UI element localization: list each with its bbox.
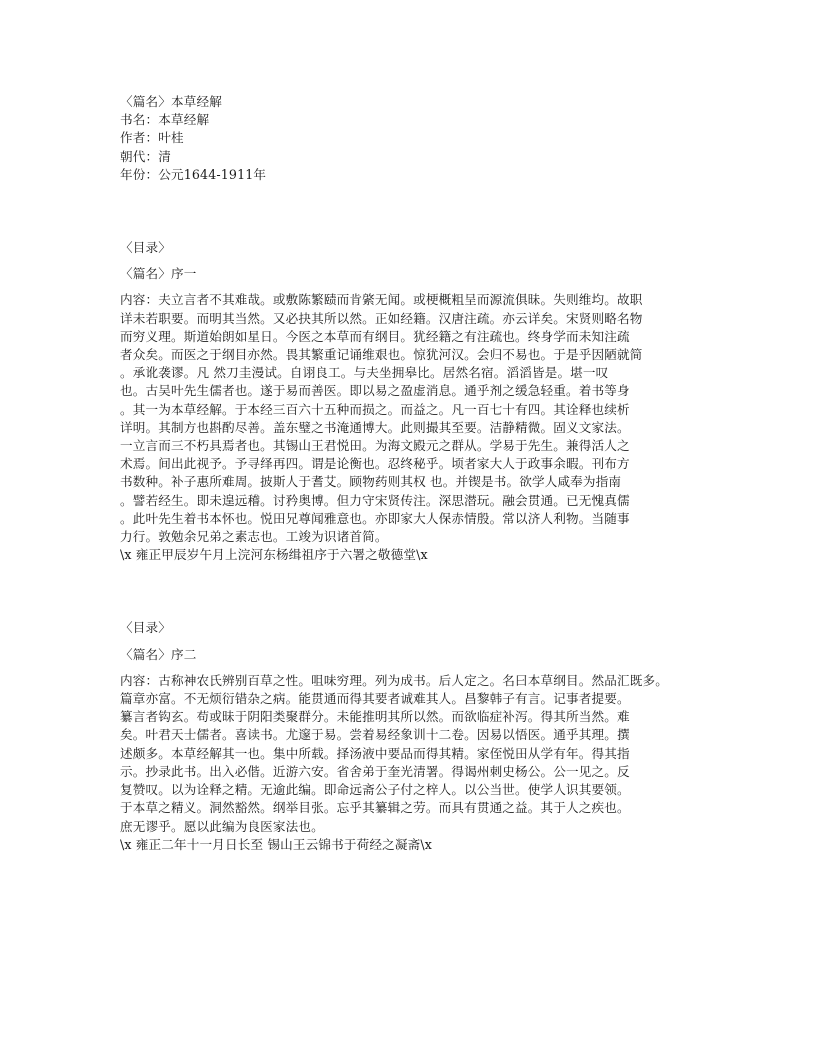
content-line: 纂言者钩玄。苟或昧于阴阳类聚群分。未能推明其所以然。而欲临症补泻。得其所当然。难 xyxy=(120,709,630,725)
header-author: 作者：叶桂 xyxy=(120,130,184,146)
content-line: 篇章亦富。不无烦衍错杂之病。能贯通而得其要者诚难其人。昌黎韩子有言。记事者提要。 xyxy=(120,691,630,707)
header-year: 年份：公元1644-1911年 xyxy=(120,166,267,182)
toc-label: 〈目录〉 xyxy=(120,240,171,256)
header-title-line: 〈篇名〉本草经解 xyxy=(120,94,222,109)
content-line: 。其一为本草经解。于本经三百六十五种而损之。而益之。凡一百七十有四。其诠释也续析 xyxy=(120,401,630,417)
content-line: 于本草之精义。洞然豁然。纲举目张。忘乎其纂辑之劳。而具有贯通之益。其于人之疾也。 xyxy=(120,800,630,816)
content-line: 书数种。补子惠所难周。披斯人于耆艾。顾物药则其权 也。并锲是书。欲学人咸奉为指南 xyxy=(120,474,622,490)
content-line: 详未若职要。而明其当然。又必抉其所以然。正如经籍。汉唐注疏。亦云详矣。宋贤则略名物 xyxy=(120,310,643,326)
toc-label: 〈目录〉 xyxy=(120,620,171,636)
header-book: 书名：本草经解 xyxy=(120,112,210,128)
content-line: 者众矣。而医之于纲目亦然。畏其繁重记诵维艰也。惊犹河汉。会归不易也。于是乎因陋就简 xyxy=(120,347,643,363)
content-line: 也。古吴叶先生儒者也。遂于易而善医。即以易之盈虚消息。通乎剂之缓急轻重。着书等身 xyxy=(120,383,630,399)
header-dynasty: 朝代：清 xyxy=(120,148,171,164)
signature-line: \x 雍正二年十一月日长至 锡山王云锦书于荷经之凝斋\x xyxy=(120,836,432,852)
section-name: 〈篇名〉序二 xyxy=(120,646,197,662)
section-name: 〈篇名〉序一 xyxy=(120,266,197,282)
content-line: 述颇多。本草经解其一也。集中所载。择汤液中要品而得其精。家侄悦田从学有年。得其指 xyxy=(120,745,630,761)
content-line: 力行。敦勉余兄弟之素志也。工竣为识诸首简。 xyxy=(120,529,388,545)
content-line: 复赞叹。以为诠释之精。无逾此编。即命远斋公子付之梓人。以公当世。使学人识其要领。 xyxy=(120,782,630,798)
content-line: 详明。其制方也斟酌尽善。盖东璧之书淹通博大。此则撮其至要。洁静精微。固义文家法。 xyxy=(120,419,630,435)
content-line: 术焉。间出此视予。予寻绎再四。谓是论衡也。忍终秘乎。顷者家大人于政事余暇。刊布方 xyxy=(120,456,630,472)
content-line: 内容：古称神农氏辨别百草之性。咀味穷理。列为成书。后人定之。名曰本草纲目。然品汇既多。 xyxy=(120,672,668,688)
content-line: 一立言而三不朽具焉者也。其锡山王君悦田。为海文殿元之群从。学易于先生。兼得活人之 xyxy=(120,438,630,454)
content-line: 。此叶先生着书本怀也。悦田兄尊闻雅意也。亦即家大人保赤情殷。常以济人利物。当随事 xyxy=(120,510,630,526)
content-line: 示。抄录此书。出入必偕。近游六安。省舍弟于奎光清署。得谒州刺史杨公。公一见之。反 xyxy=(120,763,630,779)
content-line: 内容：夫立言者不其难哉。或敷陈繁赜而肯綮无闻。或梗概粗呈而源流俱昧。失则维均。故职 xyxy=(120,292,643,308)
signature-line: \x 雍正甲辰岁午月上浣河东杨缉祖序于六署之敬德堂\x xyxy=(120,547,428,563)
document-page xyxy=(120,93,696,854)
content-line: 。譬若经生。即未遑远稽。讨矜奥博。但力守宋贤传注。深思潜玩。融会贯通。已无愧真儒 xyxy=(120,492,630,508)
content-line: 而穷义理。斯道始朗如星日。今医之本草而有纲目。犹经籍之有注疏也。终身学而未知注疏 xyxy=(120,328,630,344)
content-line: 矣。叶君天士儒者。喜读书。尤邃于易。尝着易经象训十二卷。因易以悟医。通乎其理。撰 xyxy=(120,727,630,743)
content-line: 。承讹袭谬。凡 然刀圭漫试。自诩良工。与夫坐拥皋比。居然名宿。滔滔皆是。堪一叹 xyxy=(120,365,609,381)
content-line: 庶无谬乎。愿以此编为良医家法也。 xyxy=(120,818,324,834)
